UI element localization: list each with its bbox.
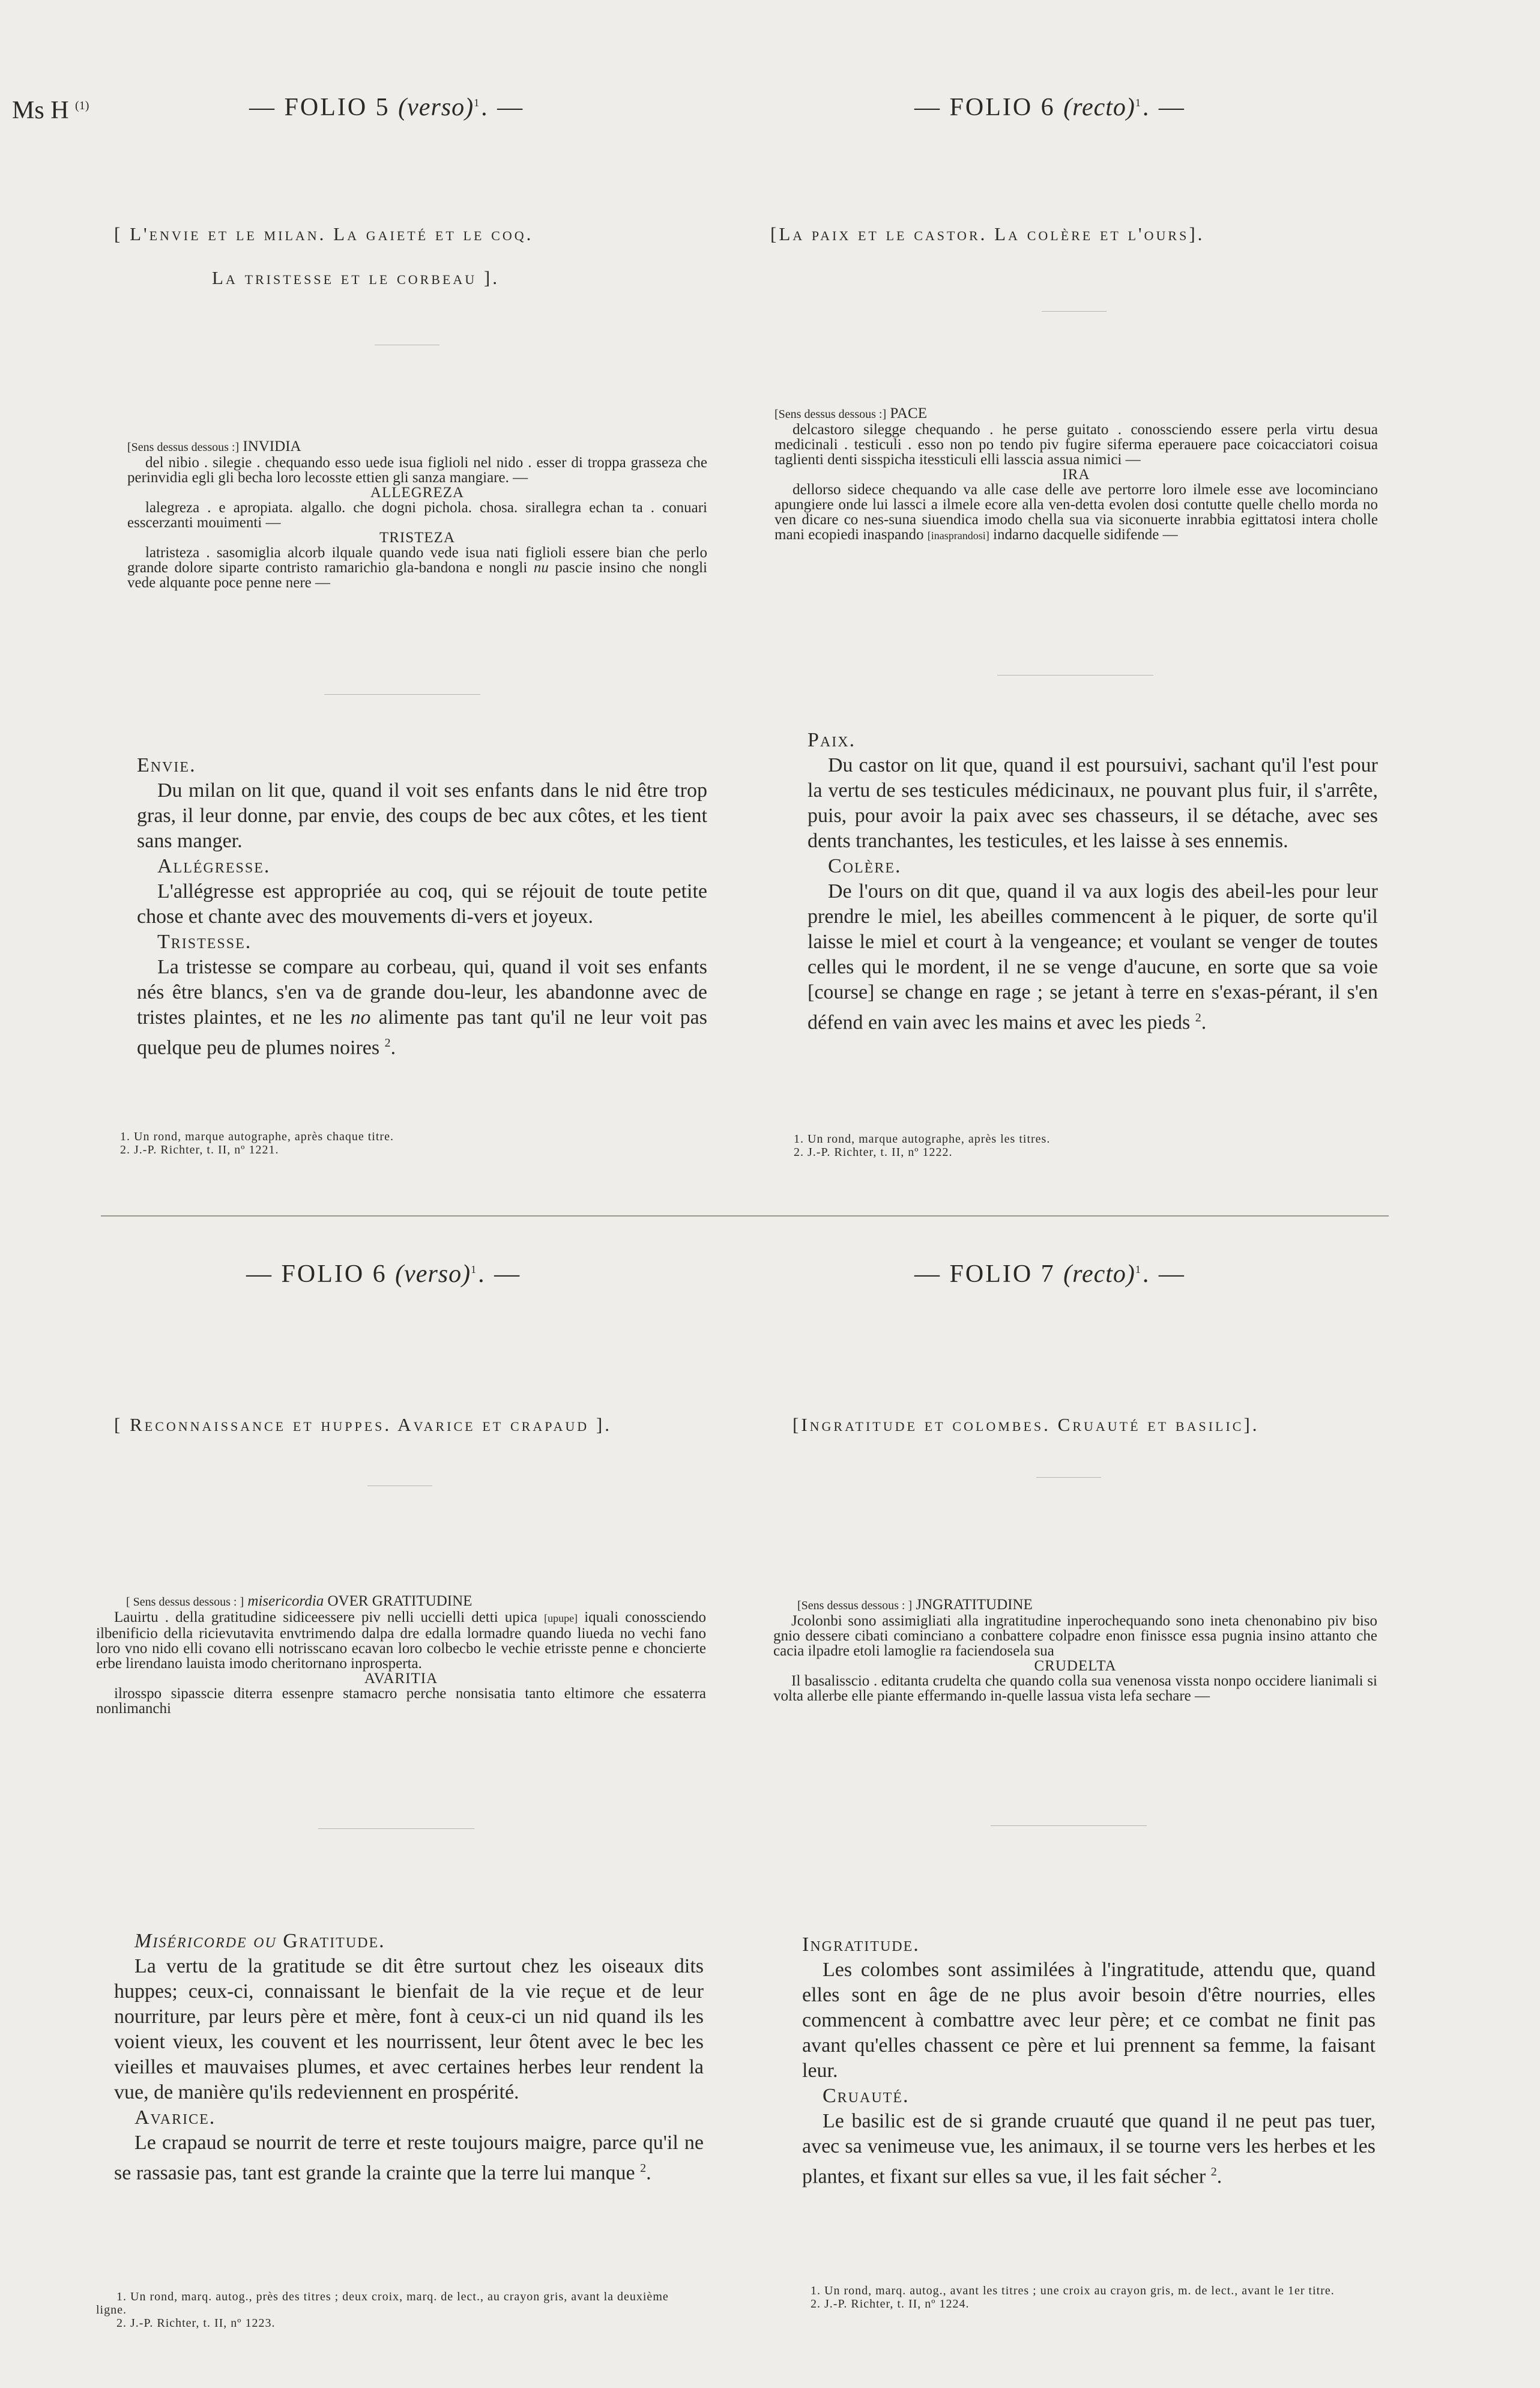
translation-2: Paix. Du castor on lit que, quand il est poursuivi, sachant qu'il l'est pour la vertu de ses testicules médicinaux, ne pouvant plus fuir, il s'arrête, puis, pour avoir la paix avec ses chasseurs, il se détache, avec ses dents tranchantes, les testicules, et les laisse à ses ennemis. Colère. De l'ours on dit que, quand il va aux logis des abeil-les pour leur prendre le miel, les abeilles commencent à le piquer, de sorte qu'il laisse le miel et court à la vengeance; et voulant se venger de toutes celles qui le mordent, il ne se venge d'aucune, en sorte que sa voie [course] se change en rage ; se jetant à terre en s'exas-pérant, il s'en défend en vain avec les mains et avec les pieds $^2$. (808, 729, 1378, 1034)
original-text-1: [Sens dessus dessous :] INVIDIA del nibio . silegie . chequando esso uede isua figlioli nel nido . esser di troppa grasseza che perinvidia egli gli becha loro lecosste ettien gli sanza mangiare. — ALLEGREZA lalegreza . e apropiata. algallo. che dogni pichola. chosa. sirallegra echan ta . conuari esscerzanti mouimenti — TRISTEZA latristeza . sasomiglia alcorb ilquale quando vede isua nati figlioli essere bian che perlo grande dolore siparte contristo ramarichio gla-bandona e nongli nu pascie insino che nongli vede alquante poce penne nere — (127, 438, 707, 591)
footnotes-4: 1. Un rond, marq. autog., avant les titres ; une croix au crayon gris, m. de lect., avant le 1er titre. 2. J.-P. Richter, t. II, nº 1224. (811, 2284, 1335, 2311)
folio-heading-4: — FOLIO 7 (recto)$^1$. — (914, 1260, 1186, 1288)
folio-heading-1: — FOLIO 5 (verso)$^1$. — (249, 94, 525, 121)
section-divider (101, 1215, 1389, 1217)
caption-3: [ Reconnaissance et huppes. Avarice et crapaud ]. (114, 1414, 612, 1435)
folio-heading-3: — FOLIO 6 (verso)$^1$. — (246, 1260, 522, 1288)
folio-heading-2: — FOLIO 6 (recto)$^1$. — (914, 94, 1186, 121)
footnotes-2: 1. Un rond, marque autographe, après les titres. 2. J.-P. Richter, t. II, nº 1222. (794, 1132, 1051, 1159)
short-rule (997, 675, 1153, 676)
manuscript-label: Ms H $^{(1)}$ (12, 97, 89, 124)
original-text-2: [Sens dessus dessous :] PACE delcastoro silegge chequando . he perse guitato . conossciendo essere perla virtu desua medicinali . testiculi . esso non po tendo piv fugire siferma eperauere pace coicacciatori coisua taglienti denti sisspicha itessticuli elli lasscia assua nimici — IRA dellorso sidece chequando va alle case delle ave pertorre loro ilmele esse ave locominciano apungiere onde lui lassci a ilmele ecore alla ven-detta evolen dosi contutte quelle chello morda no ven dicare co nes-suna siuendica imodo chella sua via siconuerte inrabbia egittatosi intera cholle mani ecopiedi inaspando [inasprandosi] indarno dacquelle sidifende — (775, 405, 1378, 543)
translation-1: Envie. Du milan on lit que, quand il voit ses enfants dans le nid être trop gras, il leur donne, par envie, des coups de bec aux côtes, et les tient sans manger. Allégresse. L'allégresse est appropriée au coq, qui se réjouit de toute petite chose et chante avec des mouvements di-vers et joyeux. Tristesse. La tristesse se compare au corbeau, qui, quand il voit ses enfants nés être blancs, s'en va de grande dou-leur, les abandonne avec de tristes plaintes, et ne les no alimente pas tant qu'il ne leur voit pas quelque peu de plumes noires $^2$. (137, 754, 708, 1059)
caption-1-line-2: La tristesse et le corbeau ]. (212, 267, 500, 288)
short-rule (318, 1828, 474, 1829)
footnotes-3: 1. Un rond, marq. autog., près des titres ; deux croix, marq. de lect., au crayon gris, avant la deuxième ligne. 2. J.-P. Richter, t. II, nº 1223. (96, 2290, 669, 2330)
original-text-4: [Sens dessus dessous : ] JNGRATITUDINE Jcolonbi sono assimigliati alla ingratitudine inperochequando sono ineta chenonabino piv biso gnio dessere cibati cominciano a conbattere colpadre enon finissce essa pugnia insino attanto che cacia ilpadre etoli lamoglie ra faciendosela sua CRUDELTA Il basalisscio . editanta crudelta che quando colla sua venenosa vissta nonpo occidere lianimali si volta allerbe elle piante effermando in-quelle lassua vista lefa sechare — (773, 1597, 1377, 1704)
short-rule (324, 694, 480, 695)
short-rule (1042, 311, 1107, 312)
caption-1-line-1: [ L'envie et le milan. La gaieté et le coq. (114, 223, 534, 244)
original-text-3: [ Sens dessus dessous : ] misericordia OVER GRATITUDINE Lauirtu . della gratitudine sidiceessere piv nelli uccielli detti upica [upupe] iquali conossciendo ilbenificio della ricievutavita envtrimendo dalpa dre edalla lormadre quando liueda no vechi fano loro vno nido elli covano elli notrisscano ecavan loro colbecbo le vechie etrisste penne e choncierte erbe lirendano lauista imodo cheritornano inprosperta. AVARITIA ilrosspo sipasscie diterra essenpre stamacro perche nonsisatia tanto eltimore che essaterra nonlimanchi (96, 1593, 706, 1717)
footnotes-1: 1. Un rond, marque autographe, après chaque titre. 2. J.-P. Richter, t. II, nº 1221. (120, 1130, 394, 1156)
translation-3: Miséricorde ou Gratitude. La vertu de la gratitude se dit être surtout chez les oiseaux dits huppes; ceux-ci, connaissant le bienfait de la vie reçue et de leur nourriture, par leurs père et mère, font à ceux-ci un nid quand ils les voient vieux, les couvent et les nourrissent, leur ôtent avec le bec les vieilles et mauvaises plumes, et avec certaines herbes leur rendent la vue, de manière qu'ils redeviennent en prospérité. Avarice. Le crapaud se nourrit de terre et reste toujours maigre, parce qu'il ne se rassasie pas, tant est grande la crainte que la terre lui manque $^2$. (114, 1930, 704, 2184)
short-rule (991, 1825, 1147, 1826)
caption-2: [La paix et le castor. La colère et l'ours]. (770, 223, 1205, 244)
short-rule (1036, 1477, 1101, 1478)
translation-4: Ingratitude. Les colombes sont assimilées à l'ingratitude, attendu que, quand elles sont en âge de ne plus avoir besoin d'être nourries, elles commencent à combattre avec leur père; et ce combat ne finit pas avant qu'elles chassent ce père et lui prennent sa femme, la faisant leur. Cruauté. Le basilic est de si grande cruauté que quand il ne peut pas tuer, avec sa venimeuse vue, les animaux, il se tourne vers les herbes et les plantes, et fixant sur elles sa vue, il les fait sécher $^2$. (802, 1933, 1375, 2188)
caption-4: [Ingratitude et colombes. Cruauté et basilic]. (793, 1414, 1260, 1435)
